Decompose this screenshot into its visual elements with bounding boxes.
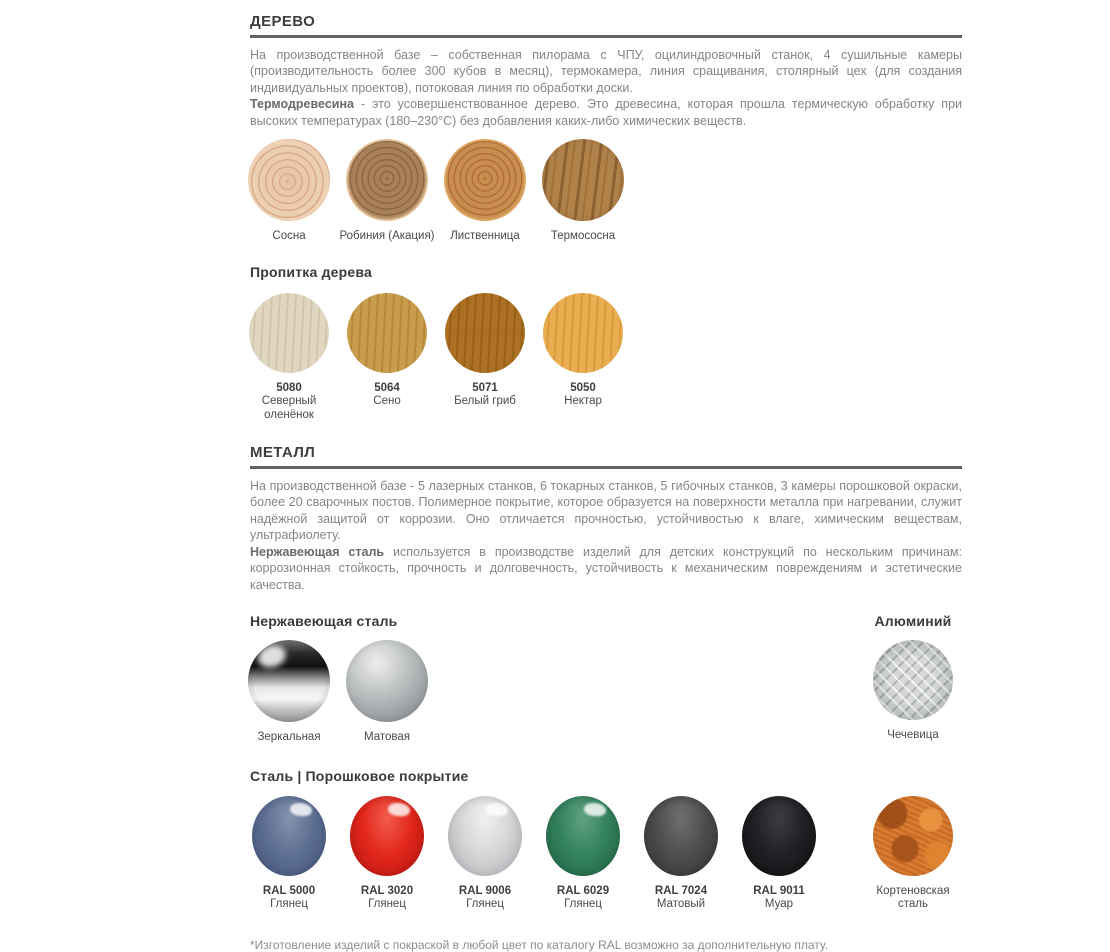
wood-section-title: ДЕРЕВО — [250, 13, 316, 30]
swatch-label — [564, 382, 602, 409]
wood-swatch-robinia — [338, 139, 436, 244]
swatch-code: 5071 — [472, 381, 498, 394]
thermowood-term: Термодревесина — [250, 97, 354, 111]
swatch-label: Сосна — [272, 230, 306, 242]
swatch-label — [241, 382, 337, 423]
robinia-slice-image — [346, 139, 428, 221]
mirror-steel-sphere-image — [248, 640, 330, 722]
aluminum-title: Алюминий — [874, 613, 952, 629]
impregnation-swatch-5050 — [534, 293, 632, 409]
swatch-label — [361, 885, 413, 912]
coating-swatch-corten — [864, 796, 962, 912]
swatch-name: Нектар — [564, 395, 602, 407]
swatch-code: 5080 — [276, 381, 302, 394]
stainless-swatch-matte — [338, 640, 436, 745]
swatch-code: 5050 — [570, 381, 596, 394]
coating-swatch-row — [240, 796, 962, 912]
thermopine-image — [542, 139, 624, 221]
swatch-name: Северный оленёнок — [261, 395, 317, 421]
swatch-label — [753, 885, 805, 912]
impregnation-swatch-row — [240, 293, 962, 423]
ral-sphere-image — [644, 796, 718, 876]
swatch-label: Термососна — [550, 230, 616, 242]
corten-steel-image — [873, 796, 953, 876]
pine-slice-image — [248, 139, 330, 221]
coating-swatch-ral5000 — [240, 796, 338, 912]
thermowood-paragraph — [250, 96, 962, 129]
ral-finish: Матовый — [656, 898, 706, 910]
metal-section-title: МЕТАЛЛ — [250, 444, 316, 461]
color-swatch-circle — [445, 293, 525, 373]
stainless-term: Нержавеющая сталь — [250, 544, 385, 559]
coating-title: Сталь | Порошковое покрытие — [250, 767, 469, 784]
swatch-label — [655, 885, 707, 912]
matte-steel-sphere-image — [346, 640, 428, 722]
swatch-name: Сено — [373, 395, 401, 407]
catalog-page — [250, 0, 962, 952]
color-swatch-circle — [249, 293, 329, 373]
ral-finish: Глянец — [564, 898, 602, 910]
swatch-label: Кортеновская сталь — [876, 884, 950, 910]
ral-code: RAL 9011 — [753, 884, 805, 897]
coating-swatch-ral3020 — [338, 796, 436, 912]
metal-paragraph: На производственной базе - 5 лазерных станков, 6 токарных станков, 5 гибочных станков, 3 камеры порошковой окраски, более 20 сварочных постов. Полимерное покрытие, которое образуется на поверхности металла при нагревании, служит надёжной защитой от коррозии. Оно отличается прочностью, устойчивостью к влаге, химическим веществам, ультрафиолету. — [250, 478, 962, 542]
swatch-label — [263, 885, 315, 912]
wood-section-divider — [250, 35, 962, 38]
swatch-label — [459, 885, 511, 912]
stainless-swatch-mirror — [240, 640, 338, 745]
thermowood-text: - это усовершенствованное дерево. Это древесина, которая прошла термическую обработку при высоких температурах (180–230°С) без добавления каких-либо химических веществ. — [250, 97, 962, 128]
ral-footnote: *Изготовление изделий с покраской в любой цвет по каталогу RAL возможно за дополнительную плату. — [250, 937, 829, 952]
swatch-label — [557, 885, 609, 912]
stainless-title: Нержавеющая сталь — [250, 613, 398, 629]
wood-swatch-larch — [436, 139, 534, 244]
impregnation-swatch-5071 — [436, 293, 534, 409]
aluminum-swatch-lentil — [864, 640, 962, 743]
impregnation-title: Пропитка дерева — [250, 263, 372, 280]
color-swatch-circle — [543, 293, 623, 373]
ral-finish: Глянец — [270, 898, 308, 910]
color-swatch-circle — [347, 293, 427, 373]
coating-swatch-ral9006 — [436, 796, 534, 912]
wood-swatch-row — [240, 139, 962, 244]
ral-sphere-image — [252, 796, 326, 876]
ral-sphere-image — [350, 796, 424, 876]
ral-finish: Глянец — [466, 898, 504, 910]
swatch-label — [373, 382, 400, 409]
ral-code: RAL 5000 — [262, 884, 316, 897]
swatch-label — [454, 382, 516, 409]
coating-swatch-ral7024 — [632, 796, 730, 912]
stainless-swatch-row — [240, 640, 962, 745]
swatch-label: Зеркальная — [257, 731, 321, 743]
stainless-aluminum-header — [240, 613, 962, 629]
wood-swatch-pine — [240, 139, 338, 244]
coating-swatch-ral9011 — [730, 796, 828, 912]
ral-finish: Глянец — [368, 898, 406, 910]
wood-swatch-thermopine — [534, 139, 632, 244]
impregnation-swatch-5064 — [338, 293, 436, 409]
impregnation-swatch-5080 — [240, 293, 338, 423]
ral-code: RAL 3020 — [360, 884, 414, 897]
metal-section-divider — [250, 466, 962, 469]
stainless-paragraph — [250, 544, 962, 594]
ral-code: RAL 7024 — [654, 884, 708, 897]
ral-sphere-image — [742, 796, 816, 876]
ral-sphere-image — [546, 796, 620, 876]
ral-code: RAL 9006 — [458, 884, 512, 897]
swatch-name: Белый гриб — [454, 395, 516, 407]
swatch-label: Робиния (Акация) — [339, 230, 435, 242]
coating-swatch-ral6029 — [534, 796, 632, 912]
ral-code: RAL 6029 — [556, 884, 610, 897]
diamond-plate-image — [873, 640, 953, 720]
swatch-label: Чечевица — [887, 729, 939, 741]
larch-slice-image — [444, 139, 526, 221]
ral-finish: Муар — [764, 898, 794, 910]
swatch-label: Лиственница — [450, 230, 520, 242]
wood-paragraph: На производственной базе – собственная пилорама с ЧПУ, оцилиндровочный станок, 4 сушильные камеры (производительность более 300 кубов в месяц), термокамера, линия сращивания, столярный цех (для создания индивидуальных проектов), потоковая линия по обработки доски. — [250, 47, 962, 95]
ral-sphere-image — [448, 796, 522, 876]
swatch-label: Матовая — [364, 731, 410, 743]
swatch-code: 5064 — [374, 381, 400, 394]
stainless-text: используется в производстве изделий для детских конструкций по нескольким причинам: коррозионная стойкость, прочность и долговечность, устойчивость к механическим повреждениям и эстетические качества. — [250, 544, 962, 592]
